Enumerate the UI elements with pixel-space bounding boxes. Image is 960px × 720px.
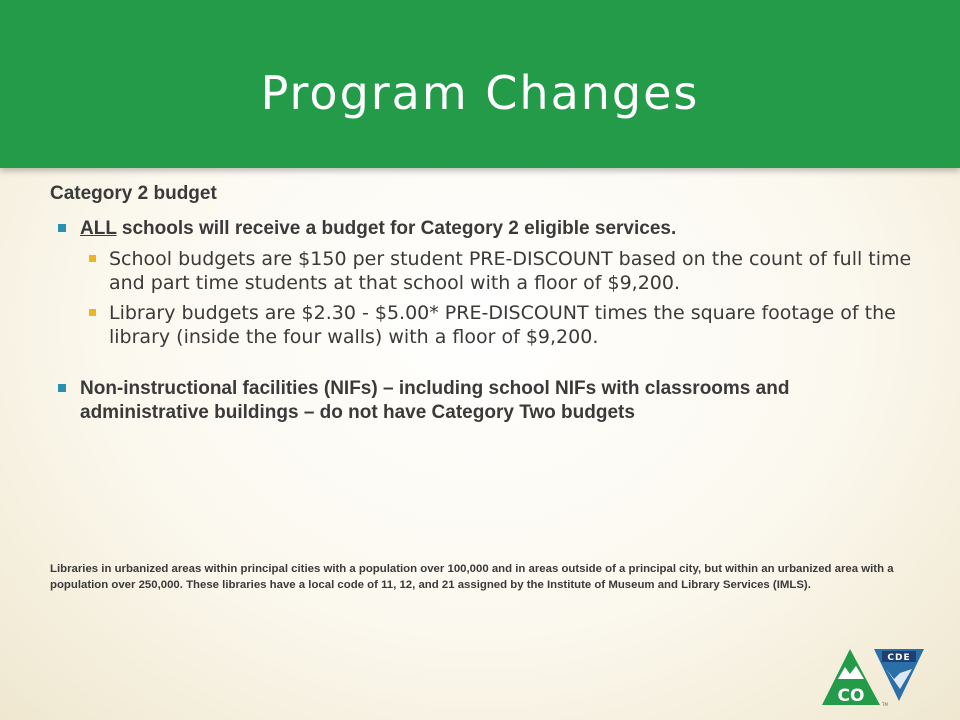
cde-logo: [818, 645, 926, 707]
slide-body: [50, 183, 920, 425]
square-bullet-icon: [89, 309, 96, 316]
sub-bullet-library-budgets: [50, 301, 920, 349]
cde-text: CDE: [887, 653, 911, 663]
bullet-text: Non-instructional facilities (NIFs) – including school NIFs with classrooms and administrative buildings – do not have Category Two budgets: [80, 378, 790, 423]
bullet-nifs: [50, 377, 920, 425]
square-bullet-icon: [58, 224, 66, 232]
sub-bullet-text: Library budgets are $2.30 - $5.00* PRE-DISCOUNT times the square footage of the library (inside the four walls) with a floor of $9,200.: [109, 302, 896, 348]
slide-title: Program Changes: [260, 66, 700, 120]
square-bullet-icon: [58, 384, 66, 392]
title-banner: [0, 0, 960, 168]
category-heading: Category 2 budget: [50, 183, 217, 204]
co-text: CO: [837, 686, 865, 706]
bullet-all-schools: [50, 217, 920, 241]
trademark-text: TM: [882, 702, 888, 707]
square-bullet-icon: [89, 255, 96, 262]
sub-bullet-text: School budgets are $150 per student PRE-DISCOUNT based on the count of full time and part time students at that school with a floor of $9,200.: [109, 248, 912, 294]
bullet-text: schools will receive a budget for Category 2 eligible services.: [116, 218, 677, 239]
footnote: Libraries in urbanized areas within principal cities with a population over 100,000 and in areas outside of a principal city, but within an urbanized area with a population over 250,000. These libraries have a local code of 11, 12, and 21 assigned by the Institute of Museum and Library Services (IMLS).: [50, 563, 894, 591]
sub-bullet-school-budgets: [50, 247, 920, 295]
bullet-emphasis: ALL: [80, 218, 117, 239]
